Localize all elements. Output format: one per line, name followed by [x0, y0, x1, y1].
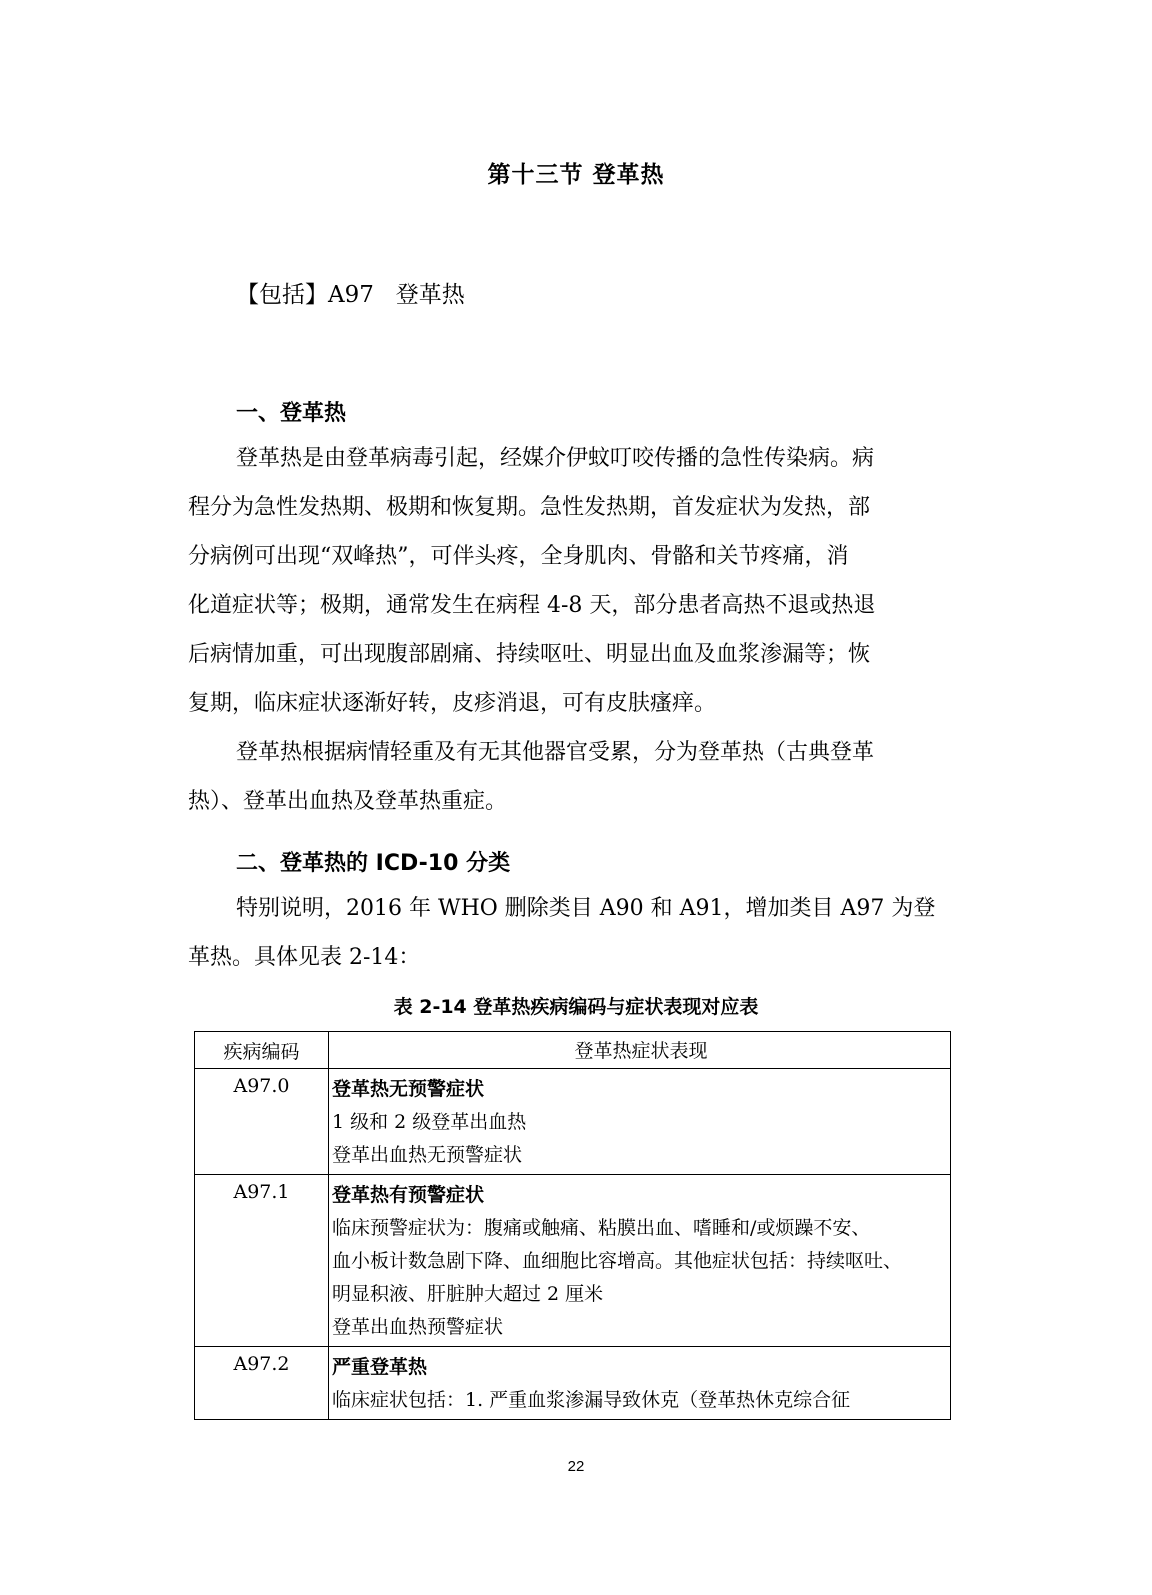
row-title: 严重登革热: [332, 1356, 428, 1378]
row-line: 临床预警症状为：腹痛或触痛、粘膜出血、嗜睡和/或烦躁不安、: [332, 1217, 871, 1239]
table-row: [195, 1069, 951, 1175]
header-code: 疾病编码: [195, 1032, 329, 1069]
row-line: 登革出血热预警症状: [332, 1316, 504, 1338]
paragraph-line: 分病例可出现“双峰热”，可伴头疼，全身肌肉、骨骼和关节疼痛，消: [188, 544, 849, 569]
row-description: [329, 1069, 951, 1175]
row-line: 明显积液、肝脏肿大超过 2 厘米: [332, 1283, 604, 1305]
paragraph-line: 热）、登革出血热及登革热重症。: [188, 789, 508, 814]
heading-dengue: 一、登革热: [236, 401, 347, 426]
row-line: 1 级和 2 级登革出血热: [332, 1111, 527, 1133]
row-description: [329, 1347, 951, 1420]
row-line: 血小板计数急剧下降、血细胞比容增高。其他症状包括：持续呕吐、: [332, 1250, 903, 1272]
paragraph-line: 化道症状等；极期，通常发生在病程 4-8 天，部分患者高热不退或热退: [188, 593, 876, 618]
row-code: A97.0: [195, 1069, 329, 1175]
paragraph-line: 革热。具体见表 2-14：: [188, 945, 421, 970]
row-title: 登革热有预警症状: [332, 1184, 485, 1206]
code-symptom-table: [194, 1031, 951, 1420]
table-header-row: [195, 1032, 951, 1069]
paragraph-definition: [188, 434, 958, 728]
row-code: A97.2: [195, 1347, 329, 1420]
row-title: 登革热无预警症状: [332, 1078, 485, 1100]
section-title: 第十三节 登革热: [487, 162, 665, 188]
paragraph-line: 特别说明，2016 年 WHO 删除类目 A90 和 A91，增加类目 A97 为登: [236, 896, 936, 921]
include-line: 【包括】A97 登革热: [236, 282, 465, 308]
paragraph-line: 复期，临床症状逐渐好转，皮疹消退，可有皮肤瘙痒。: [188, 691, 717, 716]
paragraph-line: 登革热根据病情轻重及有无其他器官受累，分为登革热（古典登革: [236, 740, 875, 765]
heading-icd10: 二、登革热的 ICD-10 分类: [236, 851, 511, 876]
page-number: 22: [567, 1458, 585, 1475]
row-line: 登革出血热无预警症状: [332, 1144, 523, 1166]
paragraph-note: [188, 884, 958, 982]
table-caption: 表 2-14 登革热疾病编码与症状表现对应表: [393, 996, 759, 1018]
header-symptoms: 登革热症状表现: [329, 1032, 951, 1069]
row-line: 临床症状包括：1. 严重血浆渗漏导致休克（登革热休克综合征: [332, 1389, 851, 1411]
paragraph-line: 程分为急性发热期、极期和恢复期。急性发热期，首发症状为发热，部: [188, 495, 871, 520]
table-row: [195, 1347, 951, 1420]
row-description: [329, 1175, 951, 1347]
row-code: A97.1: [195, 1175, 329, 1347]
paragraph-classification: [188, 728, 958, 826]
table-row: [195, 1175, 951, 1347]
paragraph-line: 后病情加重，可出现腹部剧痛、持续呕吐、明显出血及血浆渗漏等；恢: [188, 642, 871, 667]
paragraph-line: 登革热是由登革病毒引起，经媒介伊蚊叮咬传播的急性传染病。病: [236, 446, 875, 471]
